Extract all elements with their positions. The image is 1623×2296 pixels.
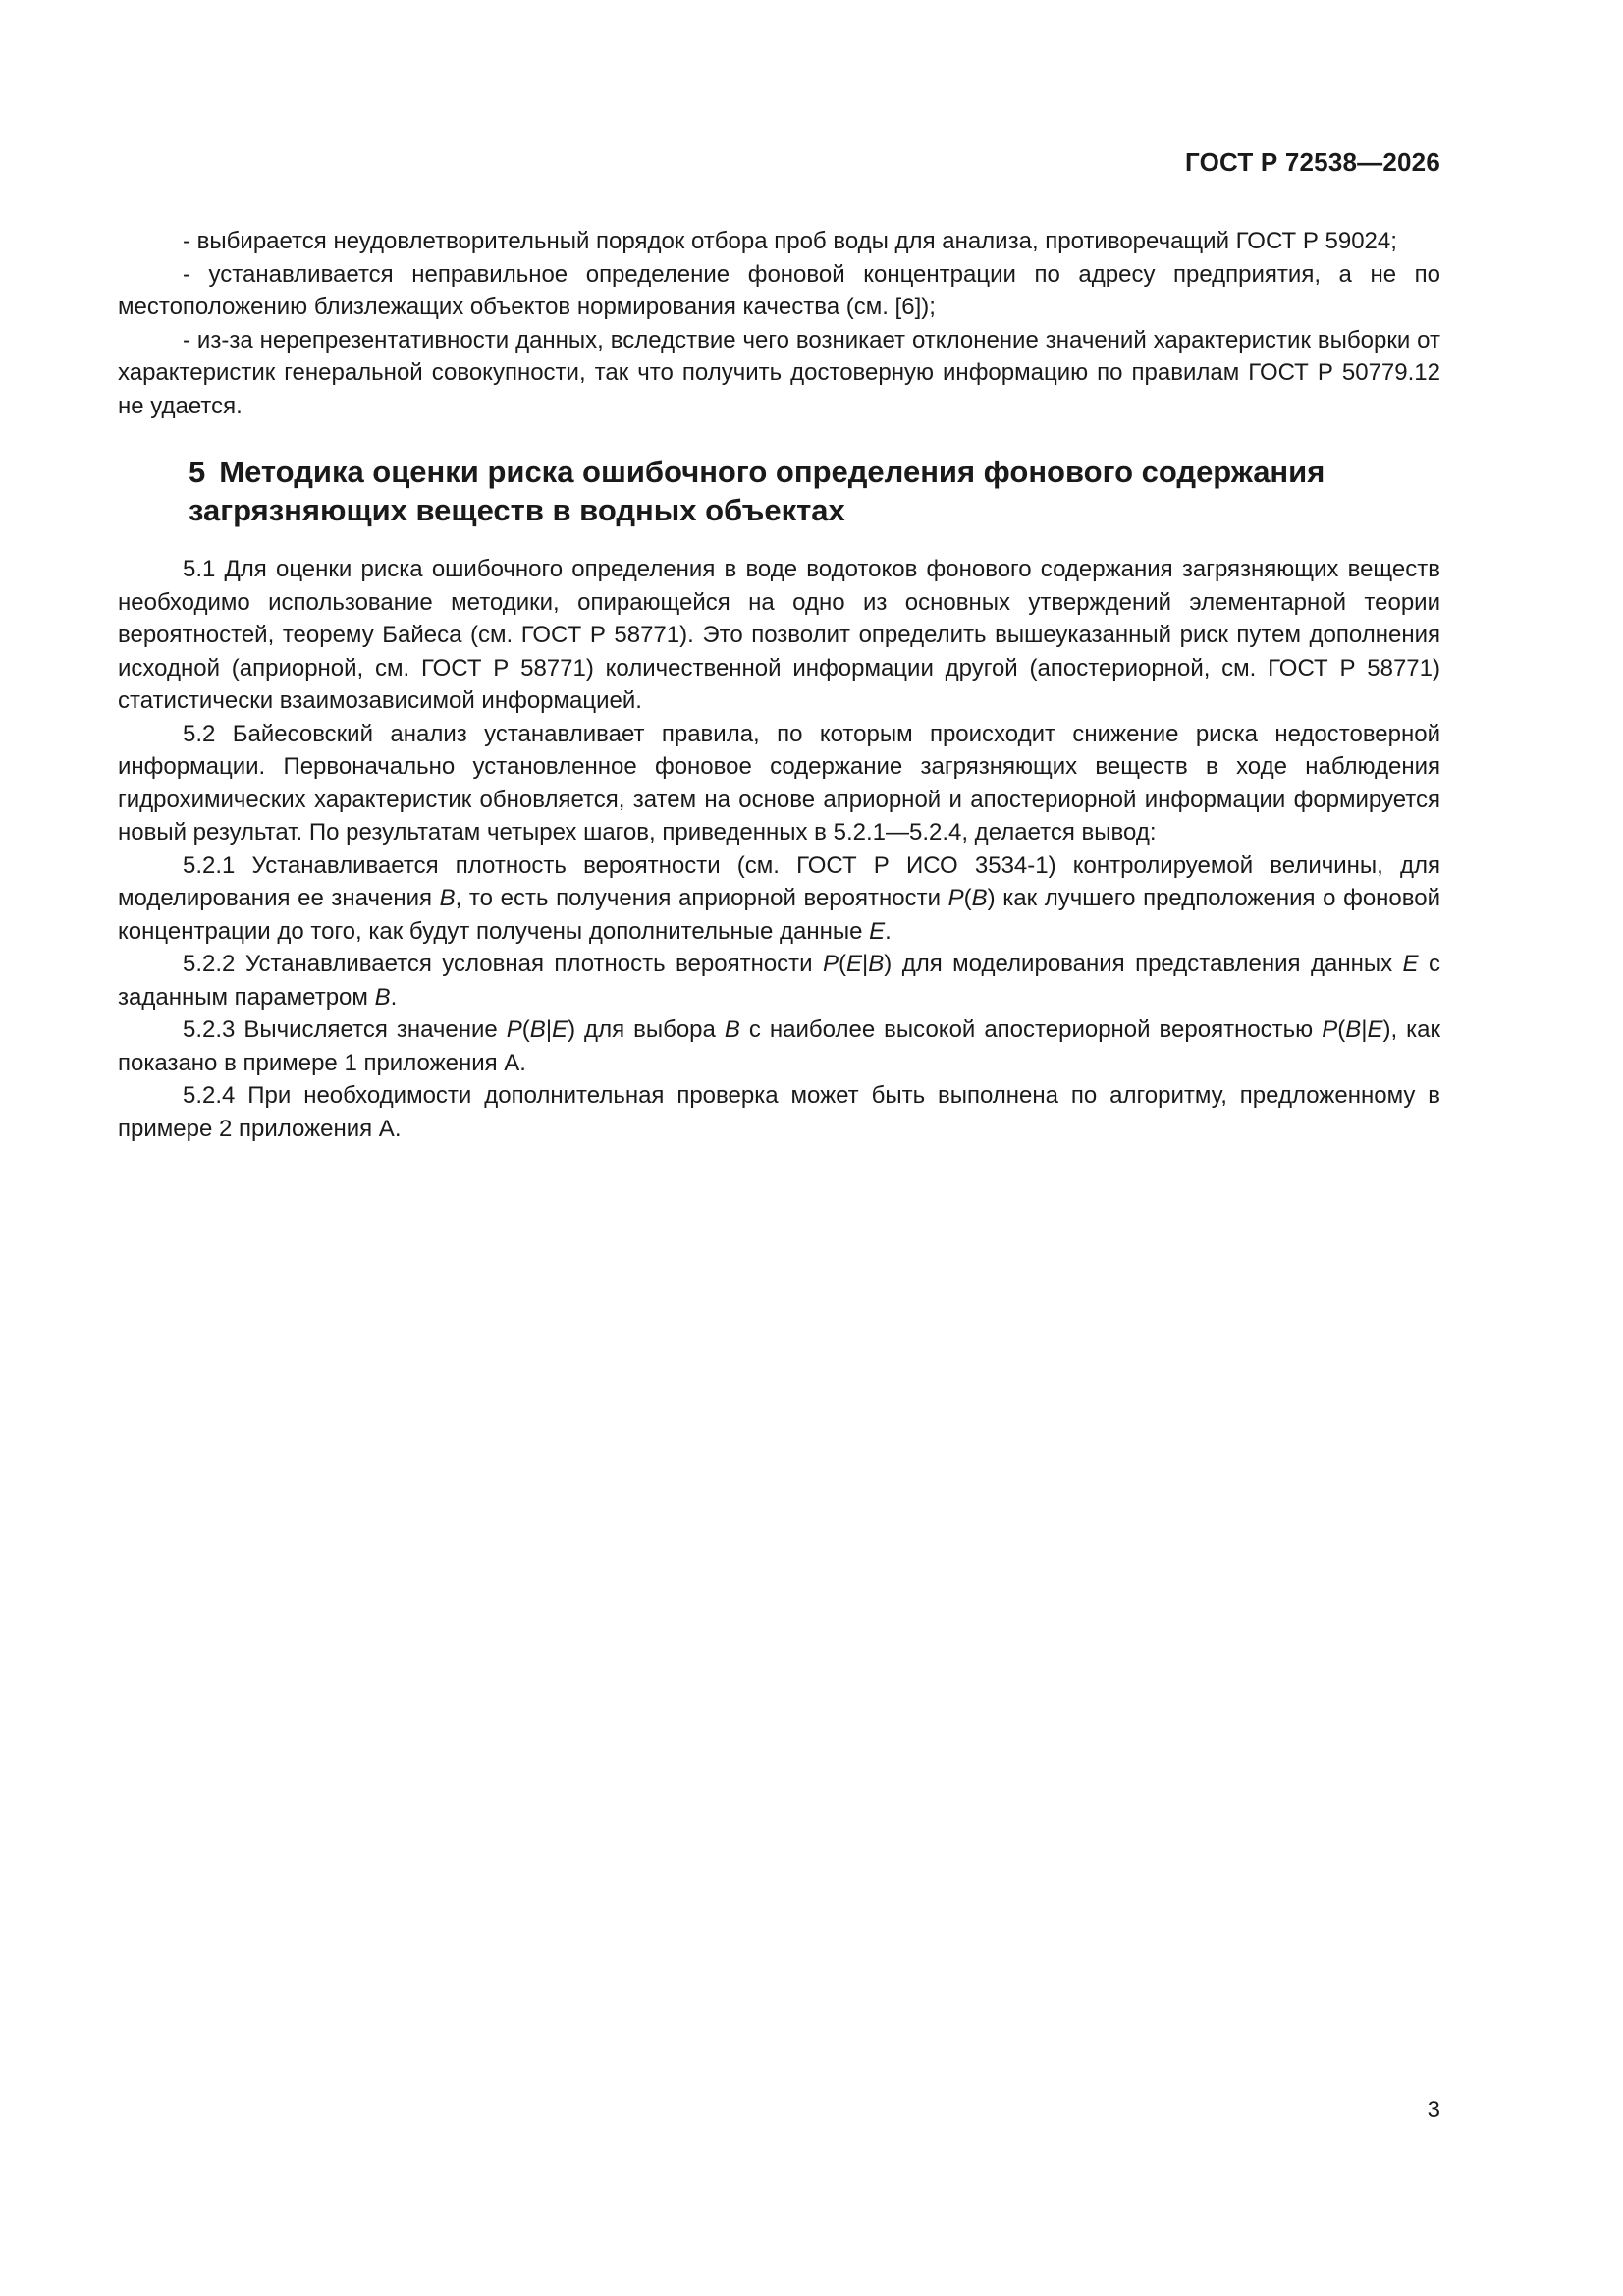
paragraph-5-1: 5.1 Для оценки риска ошибочного определения в воде водотоков фонового содержания загрязняющих веществ необходимо использование методики, опирающейся на одно из основных утверждений элементарной теории вероятностей, теорему Байеса (см. ГОСТ Р 58771). Это позволит определить вышеуказанный риск путем дополнения исходной (априорной, см. ГОСТ Р 58771) количественной информации другой (апостериорной, см. ГОСТ Р 58771) статистически взаимозависимой информацией.: [118, 556, 1440, 714]
section-number: 5: [189, 455, 206, 489]
document-body: [118, 225, 1440, 1145]
list-item: - выбирается неудовлетворительный порядок отбора проб воды для анализа, противоречащий ГОСТ Р 59024;: [183, 228, 1397, 254]
list-item: - устанавливается неправильное определение фоновой концентрации по адресу предприятия, а не по местоположению близлежащих объектов нормирования качества (см. [6]);: [118, 260, 1440, 320]
paragraph-5-2-4: 5.2.4 При необходимости дополнительная проверка может быть выполнена по алгоритму, предложенному в примере 2 приложения А.: [118, 1082, 1440, 1142]
document-header: ГОСТ Р 72538—2026: [1185, 147, 1440, 177]
page-number: 3: [1427, 2097, 1440, 2123]
paragraph-5-2-1: 5.2.1 Устанавливается плотность вероятности (см. ГОСТ Р ИСО 3534-1) контролируемой величины, для моделирования ее значения B, то есть получения априорной вероятности P(B) как лучшего предположения о фоновой концентрации до того, как будут получены дополнительные данные E.: [118, 851, 1441, 945]
list-item: - из-за нерепрезентативности данных, вследствие чего возникает отклонение значений характеристик выборки от характеристик генеральной совокупности, так что получить достоверную информацию по правилам ГОСТ Р 50779.12 не удается.: [118, 326, 1440, 419]
paragraph-5-2-2: 5.2.2 Устанавливается условная плотность вероятности P(E|B) для моделирования представления данных E с заданным параметром B.: [118, 951, 1440, 1011]
paragraph-5-2: 5.2 Байесовский анализ устанавливает правила, по которым происходит снижение риска недостоверной информации. Первоначально установленное фоновое содержание загрязняющих веществ в ходе наблюдения гидрохимических характеристик обновляется, затем на основе априорной и апостериорной информации формируется новый результат. По результатам четырех шагов, приведенных в 5.2.1—5.2.4, делается вывод:: [118, 720, 1440, 846]
section-title: Методика оценки риска ошибочного определения фонового содержания загрязняющих веществ в водных объектах: [189, 455, 1325, 527]
paragraph-5-2-3: 5.2.3 Вычисляется значение P(B|E) для выбора B с наиболее высокой апостериорной вероятностью P(B|E), как показано в примере 1 приложения А.: [118, 1016, 1441, 1076]
section-heading: [118, 453, 1440, 529]
